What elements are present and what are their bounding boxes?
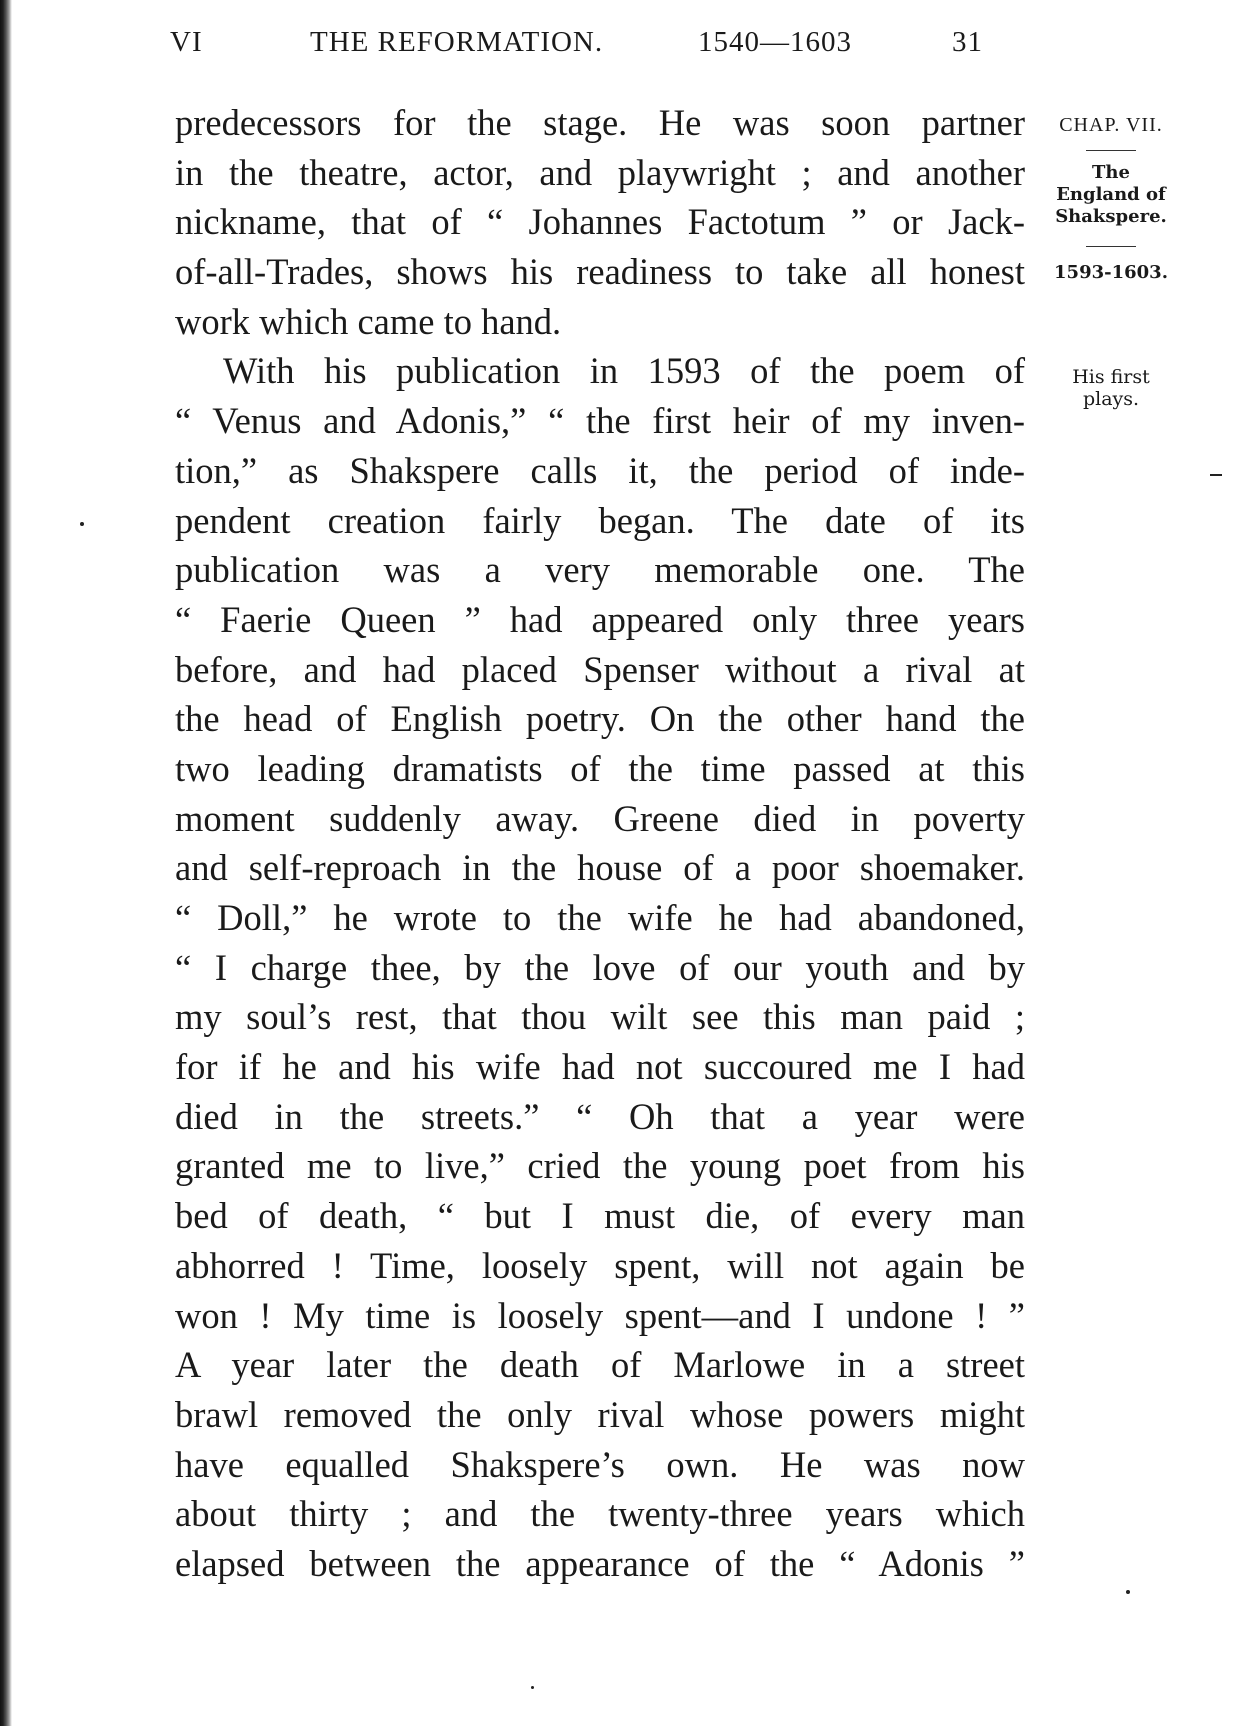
- text-line: A year later the death of Marlowe in a street: [175, 1344, 1025, 1386]
- margin-rule: [1086, 246, 1136, 247]
- text-line: about thirty ; and the twenty-three years which: [175, 1493, 1025, 1535]
- margin-section-title: [1036, 162, 1186, 228]
- text-line: in the theatre, actor, and playwright ; and another: [175, 151, 1025, 193]
- header-title: THE REFORMATION.: [310, 26, 604, 58]
- margin-subsection: [1036, 366, 1186, 410]
- margin-chapter: CHAP. VII.: [1059, 114, 1163, 136]
- text-line: With his publication in 1593 of the poem of: [223, 350, 1025, 392]
- text-line: tion,” as Shakspere calls it, the period of inde-: [175, 449, 1025, 491]
- text-line: and self-reproach in the house of a poor shoemaker.: [175, 847, 1025, 889]
- margin-subsection-line: plays.: [1082, 388, 1140, 410]
- margin-subsection-line: His first: [1072, 366, 1150, 388]
- text-line: publication was a very memorable one. The: [175, 549, 1025, 591]
- text-line: the head of English poetry. On the other hand the: [175, 698, 1025, 740]
- scan-speck: [1126, 1590, 1130, 1594]
- scan-speck: [80, 522, 84, 526]
- margin-section-title-line: The: [1092, 162, 1130, 183]
- text-line: granted me to live,” cried the young poet from his: [175, 1145, 1025, 1187]
- text-line: bed of death, “ but I must die, of every man: [175, 1195, 1025, 1237]
- margin-section-title-line: Shakspere.: [1055, 206, 1167, 227]
- page-number: 31: [952, 26, 983, 58]
- text-line: predecessors for the stage. He was soon partner: [175, 102, 1025, 143]
- margin-rule: [1086, 150, 1136, 151]
- text-line: abhorred ! Time, loosely spent, will not again be: [175, 1244, 1025, 1286]
- binding-edge: [0, 0, 12, 1726]
- header-dates: 1540—1603: [698, 26, 852, 58]
- text-line: for if he and his wife had not succoured me I had: [175, 1046, 1025, 1088]
- running-header: [170, 26, 1025, 66]
- text-line: “ Venus and Adonis,” “ the first heir of my inven-: [175, 400, 1025, 442]
- text-line: of-all-Trades, shows his readiness to take all honest: [175, 251, 1025, 293]
- text-line: “ I charge thee, by the love of our youth and by: [175, 946, 1025, 988]
- scan-speck: [1210, 474, 1222, 476]
- text-line: two leading dramatists of the time passed at this: [175, 747, 1025, 789]
- text-line: won ! My time is loosely spent—and I undone ! ”: [175, 1294, 1025, 1336]
- body-text: [175, 98, 1025, 1589]
- text-line: pendent creation fairly began. The date of its: [175, 499, 1025, 541]
- text-line: before, and had placed Spenser without a rival at: [175, 648, 1025, 690]
- margin-section-title-line: England of: [1056, 184, 1166, 205]
- text-line: my soul’s rest, that thou wilt see this man paid ;: [175, 996, 1025, 1038]
- text-line: “ Doll,” he wrote to the wife he had abandoned,: [175, 897, 1025, 938]
- text-line: have equalled Shakspere’s own. He was now: [175, 1443, 1025, 1485]
- scan-speck: [531, 1686, 534, 1689]
- text-line: work which came to hand.: [175, 300, 562, 342]
- text-line: nickname, that of “ Johannes Factotum ” or Jack-: [175, 201, 1025, 243]
- text-line: died in the streets.” “ Oh that a year were: [175, 1095, 1025, 1137]
- text-line: moment suddenly away. Greene died in poverty: [175, 797, 1025, 839]
- header-chapter-numeral: VI: [170, 26, 203, 58]
- text-line: brawl removed the only rival whose powers might: [175, 1393, 1025, 1435]
- text-line: elapsed between the appearance of the “ Adonis ”: [175, 1542, 1025, 1584]
- margin-years: 1593-1603.: [1054, 262, 1168, 283]
- text-line: “ Faerie Queen ” had appeared only three years: [175, 598, 1025, 640]
